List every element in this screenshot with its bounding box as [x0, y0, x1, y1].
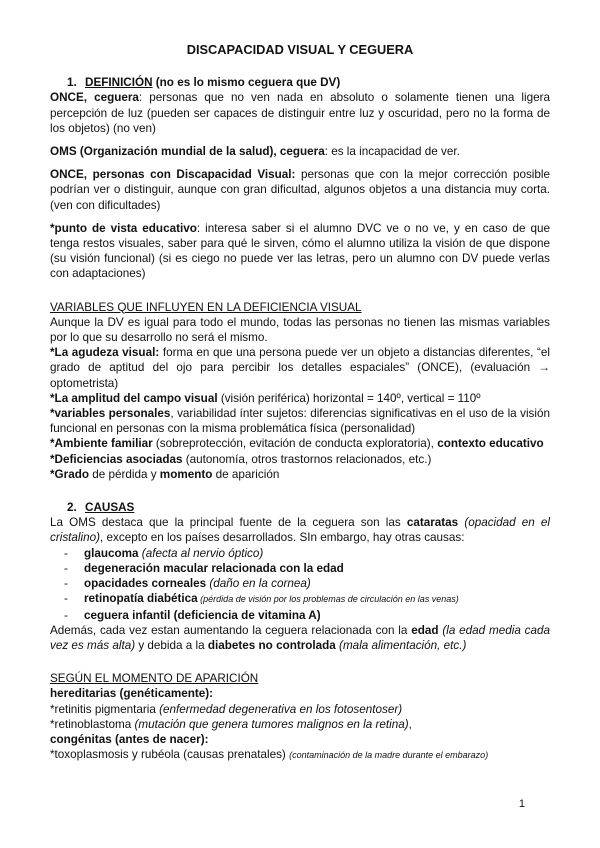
variable-personales	[50, 406, 550, 436]
variable-deficiencias	[50, 452, 550, 467]
variables-intro: Aunque la DV es igual para todo el mundo, todas las personas no tienen las mismas variables por lo que su desarrollo no será el mismo.	[50, 315, 550, 345]
list-item	[64, 546, 550, 561]
text: *retinitis pigmentaria	[50, 702, 160, 716]
definition-text: : personas que no ven nada en absoluto o solamente tienen una ligera percepción de luz (pueden ser capaces de distinguir entre luz y oscuridad, pero no la forma de los objetos) (no ven)	[50, 91, 550, 135]
term: *Grado	[50, 467, 89, 481]
variable-ambiente	[50, 436, 550, 451]
list-item	[64, 561, 550, 576]
variable-campo-visual	[50, 391, 550, 406]
section-title-note: (no es lo mismo ceguera que DV)	[152, 76, 341, 90]
page-number: 1	[518, 798, 525, 810]
causes-list	[50, 546, 550, 623]
cause-name: ceguera infantil (deficiencia de vitamina A)	[84, 608, 321, 622]
text: Además, cada vez estan aumentando la ceguera relacionada con la	[50, 623, 412, 637]
subheading-variables: VARIABLES QUE INFLUYEN EN LA DEFICIENCIA VISUAL	[50, 300, 362, 314]
text: , excepto en los países desarrollados. SIn embargo, hay otras causas:	[100, 531, 465, 545]
term: OMS (Organización mundial de la salud), ceguera	[50, 145, 325, 159]
causas-intro	[50, 515, 550, 545]
definition-text: forma en que una persona puede ver un objeto a distancias diferentes, “el grado de aptitud del ojo para percibir los detalles espaciales” (ONCE), (evaluación → optometrista)	[50, 346, 550, 390]
text: *toxoplasmosis y rubéola (causas prenatales)	[50, 748, 290, 762]
paragraph-oms-ceguera	[50, 144, 550, 159]
hereditarias-heading	[50, 686, 550, 701]
section-heading-definicion	[67, 75, 550, 90]
paragraph-educativo	[50, 221, 550, 282]
term: hereditarias (genéticamente):	[50, 687, 214, 701]
section-heading-causas	[67, 500, 550, 515]
term: *Ambiente familiar	[50, 437, 153, 451]
term: contexto educativo	[437, 437, 544, 451]
term: *punto de vista educativo	[50, 221, 197, 235]
subheading-momento: SEGÚN EL MOMENTO DE APARICIÓN	[50, 672, 259, 686]
variable-grado	[50, 467, 550, 482]
document-title: DISCAPACIDAD VISUAL Y CEGUERA	[186, 42, 414, 57]
definition-text: (sobreprotección, evitación de conducta exploratoria),	[152, 437, 438, 451]
cause-name: glaucoma	[84, 546, 139, 560]
list-item	[64, 591, 550, 607]
text: ,	[408, 717, 412, 731]
text: La OMS destaca que la principal fuente de la ceguera son las	[50, 516, 407, 530]
cause-note: (daño en la cornea)	[206, 577, 311, 591]
note: (opacidad en el cristalino)	[50, 516, 551, 545]
definition-text: (visión periférica) horizontal = 140º, vertical = 110º	[217, 391, 481, 405]
section-number: 1.	[67, 76, 77, 90]
term: ONCE, ceguera	[50, 91, 139, 105]
term: *Deficiencias asociadas	[50, 452, 183, 466]
text: y debida a la	[135, 638, 208, 652]
congenita-item	[50, 747, 550, 763]
term: *La agudeza visual:	[50, 346, 160, 360]
causas-outro	[50, 623, 550, 653]
section-number: 2.	[67, 501, 77, 515]
term: diabetes no controlada	[207, 638, 336, 652]
text: *retinoblastoma	[50, 717, 135, 731]
section-title: CAUSAS	[85, 501, 135, 515]
section-title: DEFINICIÓN	[85, 76, 153, 90]
congenitas-heading	[50, 732, 550, 747]
definition-text: (autonomía, otros trastornos relacionados, etc.)	[182, 452, 432, 466]
hereditaria-item	[50, 717, 550, 732]
hereditaria-item	[50, 702, 550, 717]
term: *variables personales	[50, 407, 171, 421]
note: (contaminación de la madre durante el embarazo)	[289, 750, 489, 761]
note: (enfermedad degenerativa en los fotosentoser)	[159, 702, 403, 716]
definition-text: personas que con la mejor corrección posible podrían ver o distinguir, aunque con gran dificultad, algunos objetos a una distancia muy corta. (ven con dificultades)	[50, 168, 550, 212]
note: (mutación que genera tumores malignos en la retina)	[134, 717, 409, 731]
cause-name: retinopatía diabética	[84, 592, 198, 606]
term: cataratas	[406, 516, 459, 530]
paragraph-once-ceguera	[50, 90, 550, 136]
term: edad	[411, 623, 439, 637]
cause-name: degeneración macular relacionada con la edad	[84, 561, 344, 575]
list-item	[64, 608, 550, 623]
definition-text: : interesa saber si el alumno DVC ve o no ve, y en caso de que tenga restos visuales, saber para qué le sirven, cómo el alumno utiliza la visión de que dispone (su visión funcional) (si es ciego no puede ver las letras, pero un alumno con DV puede verlas con adaptaciones)	[50, 221, 550, 281]
term: ONCE, personas con Discapacidad Visual:	[50, 168, 296, 182]
note: (mala alimentación, etc.)	[335, 638, 467, 652]
cause-note: (afecta al nervio óptico)	[138, 546, 264, 560]
definition-text: de pérdida y	[88, 467, 160, 481]
cause-note: (pérdida de visión por los problemas de circulación en las venas)	[197, 594, 459, 605]
definition-text: de aparición	[212, 467, 280, 481]
paragraph-once-dv	[50, 167, 550, 213]
list-item	[64, 576, 550, 591]
note: (la edad media cada vez es más alta)	[50, 623, 550, 652]
term: momento	[159, 467, 213, 481]
term: congénitas (antes de nacer):	[50, 732, 209, 746]
cause-name: opacidades corneales	[84, 577, 207, 591]
variable-agudeza	[50, 345, 550, 391]
definition-text: , variabilidad ínter sujetos: diferencias significativas en el uso de la visión funcional en personas con la misma problemática física (personalidad)	[50, 407, 550, 436]
definition-text: : es la incapacidad de ver.	[324, 145, 460, 159]
term: *La amplitud del campo visual	[50, 391, 218, 405]
